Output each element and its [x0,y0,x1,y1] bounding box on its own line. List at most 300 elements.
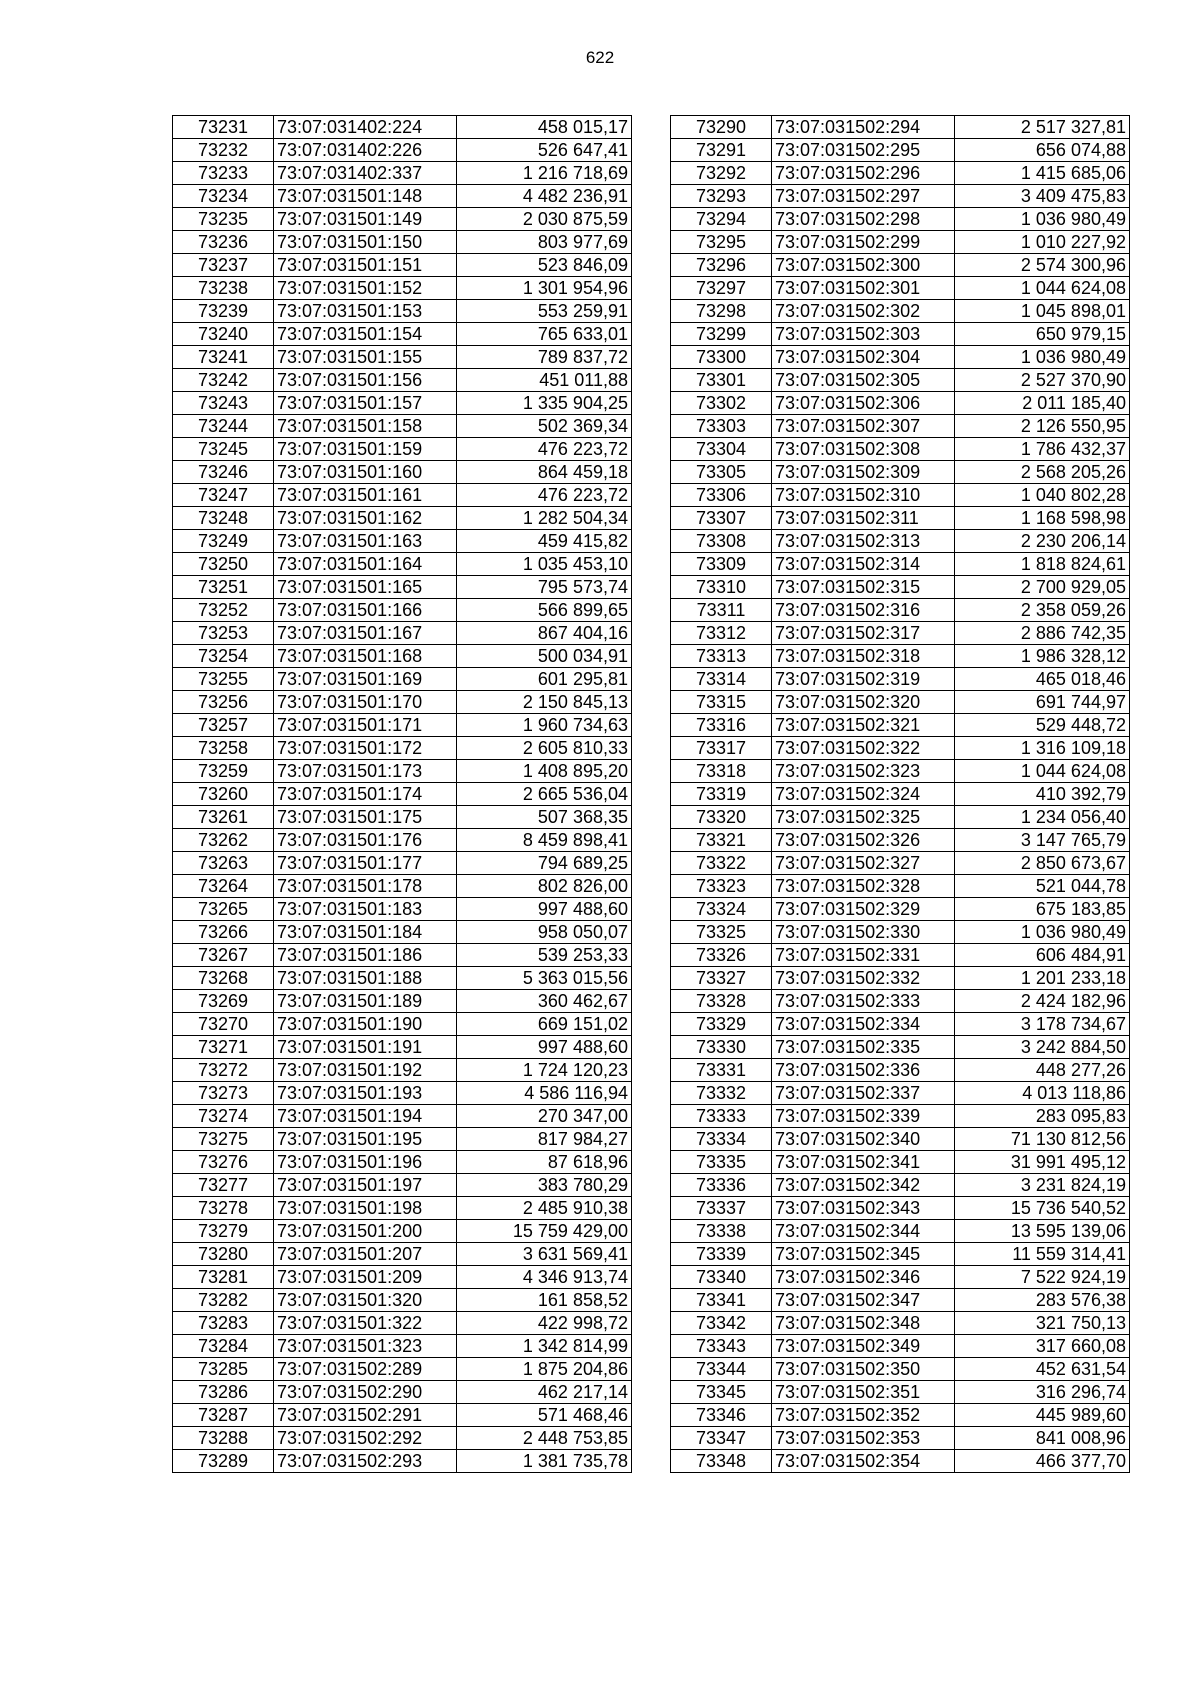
row-number-cell: 73243 [173,392,274,415]
value-cell: 270 347,00 [457,1105,632,1128]
cadastral-number-cell: 73:07:031501:157 [274,392,457,415]
table-row [173,576,632,599]
cadastral-number-cell: 73:07:031502:349 [772,1335,955,1358]
table-row [671,1013,1130,1036]
table-row [173,1335,632,1358]
row-number-cell: 73319 [671,783,772,806]
row-number-cell: 73345 [671,1381,772,1404]
row-number-cell: 73316 [671,714,772,737]
row-number-cell: 73311 [671,599,772,622]
table-row [671,139,1130,162]
cadastral-number-cell: 73:07:031501:184 [274,921,457,944]
cadastral-number-cell: 73:07:031501:183 [274,898,457,921]
row-number-cell: 73244 [173,415,274,438]
cadastral-number-cell: 73:07:031502:335 [772,1036,955,1059]
table-row [671,967,1130,990]
row-number-cell: 73239 [173,300,274,323]
table-row [173,1151,632,1174]
value-cell: 2 574 300,96 [955,254,1130,277]
value-cell: 2 126 550,95 [955,415,1130,438]
row-number-cell: 73256 [173,691,274,714]
table-row [671,553,1130,576]
row-number-cell: 73328 [671,990,772,1013]
row-number-cell: 73313 [671,645,772,668]
row-number-cell: 73287 [173,1404,274,1427]
row-number-cell: 73265 [173,898,274,921]
row-number-cell: 73267 [173,944,274,967]
cadastral-number-cell: 73:07:031502:351 [772,1381,955,1404]
value-cell: 317 660,08 [955,1335,1130,1358]
table-row [173,553,632,576]
table-row [173,898,632,921]
cadastral-number-cell: 73:07:031502:350 [772,1358,955,1381]
value-cell: 1 301 954,96 [457,277,632,300]
cadastral-number-cell: 73:07:031502:324 [772,783,955,806]
value-cell: 2 886 742,35 [955,622,1130,645]
cadastral-number-cell: 73:07:031501:193 [274,1082,457,1105]
value-cell: 650 979,15 [955,323,1130,346]
table-row [671,622,1130,645]
cadastral-number-cell: 73:07:031501:172 [274,737,457,760]
table-row [671,1151,1130,1174]
table-row [173,162,632,185]
cadastral-number-cell: 73:07:031501:164 [274,553,457,576]
cadastral-number-cell: 73:07:031501:156 [274,369,457,392]
cadastral-number-cell: 73:07:031501:191 [274,1036,457,1059]
value-cell: 526 647,41 [457,139,632,162]
cadastral-number-cell: 73:07:031502:311 [772,507,955,530]
value-cell: 462 217,14 [457,1381,632,1404]
value-cell: 1 234 056,40 [955,806,1130,829]
table-row [173,1427,632,1450]
cadastral-number-cell: 73:07:031502:297 [772,185,955,208]
row-number-cell: 73342 [671,1312,772,1335]
table-row [173,645,632,668]
row-number-cell: 73263 [173,852,274,875]
value-cell: 476 223,72 [457,438,632,461]
row-number-cell: 73248 [173,507,274,530]
row-number-cell: 73310 [671,576,772,599]
value-cell: 410 392,79 [955,783,1130,806]
cadastral-number-cell: 73:07:031501:188 [274,967,457,990]
value-cell: 11 559 314,41 [955,1243,1130,1266]
cadastral-number-cell: 73:07:031501:150 [274,231,457,254]
table-row [173,967,632,990]
row-number-cell: 73317 [671,737,772,760]
cadastral-number-cell: 73:07:031502:336 [772,1059,955,1082]
cadastral-number-cell: 73:07:031501:178 [274,875,457,898]
value-cell: 1 342 814,99 [457,1335,632,1358]
cadastral-number-cell: 73:07:031502:290 [274,1381,457,1404]
table-row [173,1289,632,1312]
cadastral-number-cell: 73:07:031501:320 [274,1289,457,1312]
table-row [173,1105,632,1128]
cadastral-number-cell: 73:07:031501:170 [274,691,457,714]
table-row [671,760,1130,783]
cadastral-number-cell: 73:07:031501:153 [274,300,457,323]
value-cell: 316 296,74 [955,1381,1130,1404]
row-number-cell: 73301 [671,369,772,392]
row-number-cell: 73339 [671,1243,772,1266]
value-cell: 3 178 734,67 [955,1013,1130,1036]
row-number-cell: 73306 [671,484,772,507]
table-row [173,875,632,898]
row-number-cell: 73237 [173,254,274,277]
table-row [671,1289,1130,1312]
cadastral-number-cell: 73:07:031501:158 [274,415,457,438]
row-number-cell: 73231 [173,116,274,139]
cadastral-number-cell: 73:07:031502:299 [772,231,955,254]
table-row [173,1174,632,1197]
cadastral-number-cell: 73:07:031402:226 [274,139,457,162]
table-row [671,1174,1130,1197]
value-cell: 803 977,69 [457,231,632,254]
cadastral-number-cell: 73:07:031502:321 [772,714,955,737]
table-row [671,1128,1130,1151]
value-cell: 2 700 929,05 [955,576,1130,599]
row-number-cell: 73270 [173,1013,274,1036]
value-cell: 448 277,26 [955,1059,1130,1082]
value-cell: 529 448,72 [955,714,1130,737]
table-row [173,714,632,737]
cadastral-number-cell: 73:07:031502:314 [772,553,955,576]
row-number-cell: 73262 [173,829,274,852]
value-cell: 476 223,72 [457,484,632,507]
value-cell: 2 448 753,85 [457,1427,632,1450]
table-row [671,921,1130,944]
value-cell: 2 230 206,14 [955,530,1130,553]
row-number-cell: 73234 [173,185,274,208]
row-number-cell: 73298 [671,300,772,323]
value-cell: 997 488,60 [457,898,632,921]
row-number-cell: 73275 [173,1128,274,1151]
cadastral-number-cell: 73:07:031501:176 [274,829,457,852]
cadastral-number-cell: 73:07:031502:322 [772,737,955,760]
table-row [173,1312,632,1335]
row-number-cell: 73253 [173,622,274,645]
value-cell: 13 595 139,06 [955,1220,1130,1243]
value-cell: 794 689,25 [457,852,632,875]
cadastral-number-cell: 73:07:031502:352 [772,1404,955,1427]
cadastral-number-cell: 73:07:031502:348 [772,1312,955,1335]
row-number-cell: 73266 [173,921,274,944]
cadastral-number-cell: 73:07:031501:162 [274,507,457,530]
table-row [173,116,632,139]
page-number: 622 [585,48,615,67]
cadastral-number-cell: 73:07:031501:152 [274,277,457,300]
cadastral-number-cell: 73:07:031501:161 [274,484,457,507]
value-cell: 1 036 980,49 [955,208,1130,231]
row-number-cell: 73320 [671,806,772,829]
value-cell: 2 030 875,59 [457,208,632,231]
table-row [671,369,1130,392]
value-cell: 1 010 227,92 [955,231,1130,254]
table-row [173,806,632,829]
value-cell: 507 368,35 [457,806,632,829]
table-row [173,323,632,346]
cadastral-number-cell: 73:07:031502:289 [274,1358,457,1381]
table-row [173,1358,632,1381]
table-row [671,346,1130,369]
row-number-cell: 73291 [671,139,772,162]
cadastral-number-cell: 73:07:031501:167 [274,622,457,645]
value-cell: 1 216 718,69 [457,162,632,185]
table-row [671,254,1130,277]
table-row [671,185,1130,208]
row-number-cell: 73274 [173,1105,274,1128]
table-row [173,1266,632,1289]
cadastral-number-cell: 73:07:031502:342 [772,1174,955,1197]
row-number-cell: 73340 [671,1266,772,1289]
row-number-cell: 73299 [671,323,772,346]
table-row [173,1059,632,1082]
value-cell: 3 231 824,19 [955,1174,1130,1197]
table-row [173,1082,632,1105]
value-cell: 1 040 802,28 [955,484,1130,507]
cadastral-number-cell: 73:07:031502:304 [772,346,955,369]
row-number-cell: 73254 [173,645,274,668]
cadastral-number-cell: 73:07:031502:295 [772,139,955,162]
cadastral-number-cell: 73:07:031502:353 [772,1427,955,1450]
table-row [671,783,1130,806]
cadastral-number-cell: 73:07:031501:149 [274,208,457,231]
value-cell: 1 724 120,23 [457,1059,632,1082]
row-number-cell: 73336 [671,1174,772,1197]
table-row [671,392,1130,415]
cadastral-number-cell: 73:07:031501:198 [274,1197,457,1220]
row-number-cell: 73308 [671,530,772,553]
table-row [173,783,632,806]
table-row [173,139,632,162]
value-cell: 958 050,07 [457,921,632,944]
table-row [671,1082,1130,1105]
cadastral-number-cell: 73:07:031501:194 [274,1105,457,1128]
table-row [671,1243,1130,1266]
value-cell: 1 282 504,34 [457,507,632,530]
cadastral-number-cell: 73:07:031502:302 [772,300,955,323]
cadastral-number-cell: 73:07:031502:344 [772,1220,955,1243]
cadastral-number-cell: 73:07:031501:159 [274,438,457,461]
table-row [173,415,632,438]
value-cell: 1 381 735,78 [457,1450,632,1473]
cadastral-number-cell: 73:07:031501:174 [274,783,457,806]
table-row [671,1312,1130,1335]
row-number-cell: 73318 [671,760,772,783]
row-number-cell: 73341 [671,1289,772,1312]
value-cell: 1 044 624,08 [955,277,1130,300]
value-cell: 1 335 904,25 [457,392,632,415]
cadastral-number-cell: 73:07:031502:325 [772,806,955,829]
row-number-cell: 73293 [671,185,772,208]
row-number-cell: 73292 [671,162,772,185]
cadastral-number-cell: 73:07:031502:308 [772,438,955,461]
cadastral-number-cell: 73:07:031501:189 [274,990,457,1013]
value-cell: 3 631 569,41 [457,1243,632,1266]
table-row [671,461,1130,484]
value-cell: 2 665 536,04 [457,783,632,806]
row-number-cell: 73232 [173,139,274,162]
table-row [671,1335,1130,1358]
table-row [671,1197,1130,1220]
table-row [671,944,1130,967]
cadastral-number-cell: 73:07:031502:301 [772,277,955,300]
cadastral-number-cell: 73:07:031501:169 [274,668,457,691]
cadastral-number-cell: 73:07:031402:337 [274,162,457,185]
cadastral-number-cell: 73:07:031501:160 [274,461,457,484]
cadastral-number-cell: 73:07:031502:305 [772,369,955,392]
value-cell: 283 095,83 [955,1105,1130,1128]
value-cell: 4 482 236,91 [457,185,632,208]
value-cell: 87 618,96 [457,1151,632,1174]
row-number-cell: 73250 [173,553,274,576]
cadastral-number-cell: 73:07:031502:339 [772,1105,955,1128]
table-row [671,116,1130,139]
cadastral-number-cell: 73:07:031501:195 [274,1128,457,1151]
value-cell: 997 488,60 [457,1036,632,1059]
table-row [173,185,632,208]
table-row [671,1427,1130,1450]
row-number-cell: 73264 [173,875,274,898]
row-number-cell: 73348 [671,1450,772,1473]
table-row [671,323,1130,346]
row-number-cell: 73334 [671,1128,772,1151]
value-cell: 2 150 845,13 [457,691,632,714]
value-cell: 864 459,18 [457,461,632,484]
table-row [173,944,632,967]
row-number-cell: 73327 [671,967,772,990]
table-row [173,369,632,392]
row-number-cell: 73283 [173,1312,274,1335]
value-cell: 841 008,96 [955,1427,1130,1450]
row-number-cell: 73324 [671,898,772,921]
row-number-cell: 73245 [173,438,274,461]
row-number-cell: 73289 [173,1450,274,1473]
table-row [173,1243,632,1266]
cadastral-number-cell: 73:07:031502:317 [772,622,955,645]
cadastral-number-cell: 73:07:031501:323 [274,1335,457,1358]
row-number-cell: 73332 [671,1082,772,1105]
value-cell: 523 846,09 [457,254,632,277]
row-number-cell: 73330 [671,1036,772,1059]
value-cell: 1 986 328,12 [955,645,1130,668]
row-number-cell: 73300 [671,346,772,369]
table-row [671,829,1130,852]
value-cell: 3 409 475,83 [955,185,1130,208]
row-number-cell: 73269 [173,990,274,1013]
cadastral-number-cell: 73:07:031502:313 [772,530,955,553]
cadastral-number-cell: 73:07:031501:186 [274,944,457,967]
cadastral-number-cell: 73:07:031502:306 [772,392,955,415]
cadastral-number-cell: 73:07:031502:341 [772,1151,955,1174]
table-row [173,461,632,484]
table-row [173,990,632,1013]
row-number-cell: 73258 [173,737,274,760]
cadastral-number-cell: 73:07:031502:307 [772,415,955,438]
row-number-cell: 73242 [173,369,274,392]
cadastral-number-cell: 73:07:031502:343 [772,1197,955,1220]
cadastral-number-cell: 73:07:031502:294 [772,116,955,139]
value-cell: 566 899,65 [457,599,632,622]
cadastral-number-cell: 73:07:031502:333 [772,990,955,1013]
table-row [173,1128,632,1151]
table-row [671,1059,1130,1082]
value-cell: 539 253,33 [457,944,632,967]
cadastral-number-cell: 73:07:031501:166 [274,599,457,622]
value-cell: 789 837,72 [457,346,632,369]
cadastral-number-cell: 73:07:031502:327 [772,852,955,875]
cadastral-number-cell: 73:07:031502:303 [772,323,955,346]
value-cell: 3 242 884,50 [955,1036,1130,1059]
cadastral-number-cell: 73:07:031402:224 [274,116,457,139]
table-row [671,208,1130,231]
value-cell: 4 346 913,74 [457,1266,632,1289]
value-cell: 321 750,13 [955,1312,1130,1335]
value-cell: 500 034,91 [457,645,632,668]
value-cell: 802 826,00 [457,875,632,898]
row-number-cell: 73321 [671,829,772,852]
table-row [173,392,632,415]
cadastral-number-cell: 73:07:031502:315 [772,576,955,599]
table-row [671,1358,1130,1381]
table-row [671,438,1130,461]
row-number-cell: 73295 [671,231,772,254]
value-cell: 2 485 910,38 [457,1197,632,1220]
cadastral-number-cell: 73:07:031501:197 [274,1174,457,1197]
cadastral-number-cell: 73:07:031502:319 [772,668,955,691]
table-row [173,829,632,852]
cadastral-number-cell: 73:07:031502:298 [772,208,955,231]
value-cell: 1 035 453,10 [457,553,632,576]
row-number-cell: 73305 [671,461,772,484]
row-number-cell: 73296 [671,254,772,277]
value-cell: 8 459 898,41 [457,829,632,852]
row-number-cell: 73346 [671,1404,772,1427]
table-row [671,300,1130,323]
value-cell: 765 633,01 [457,323,632,346]
value-cell: 1 875 204,86 [457,1358,632,1381]
cadastral-number-cell: 73:07:031501:155 [274,346,457,369]
row-number-cell: 73282 [173,1289,274,1312]
row-number-cell: 73322 [671,852,772,875]
value-cell: 2 424 182,96 [955,990,1130,1013]
row-number-cell: 73241 [173,346,274,369]
table-row [173,1036,632,1059]
row-number-cell: 73247 [173,484,274,507]
row-number-cell: 73325 [671,921,772,944]
value-cell: 5 363 015,56 [457,967,632,990]
row-number-cell: 73252 [173,599,274,622]
table-row [671,231,1130,254]
table-row [671,668,1130,691]
cadastral-number-cell: 73:07:031501:173 [274,760,457,783]
cadastral-number-cell: 73:07:031501:165 [274,576,457,599]
value-cell: 1 786 432,37 [955,438,1130,461]
value-cell: 691 744,97 [955,691,1130,714]
row-number-cell: 73268 [173,967,274,990]
table-row [671,875,1130,898]
value-cell: 553 259,91 [457,300,632,323]
row-number-cell: 73233 [173,162,274,185]
row-number-cell: 73323 [671,875,772,898]
cadastral-number-cell: 73:07:031502:346 [772,1266,955,1289]
row-number-cell: 73304 [671,438,772,461]
table-row [173,691,632,714]
value-cell: 1 036 980,49 [955,346,1130,369]
value-cell: 283 576,38 [955,1289,1130,1312]
value-cell: 15 736 540,52 [955,1197,1130,1220]
cadastral-number-cell: 73:07:031502:300 [772,254,955,277]
row-number-cell: 73312 [671,622,772,645]
